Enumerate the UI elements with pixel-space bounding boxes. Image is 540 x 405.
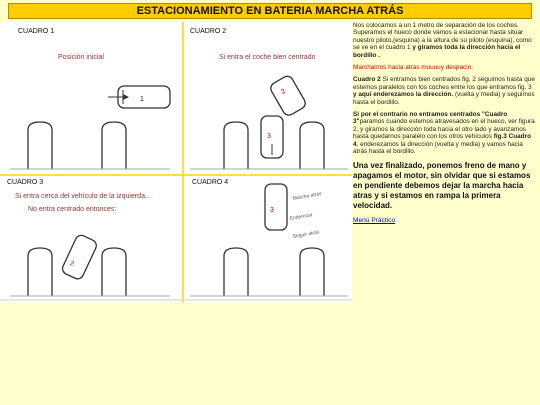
panel-caption: Si entra cerca del vehículo de la izquierda...: [15, 193, 151, 200]
paragraph-text: paramos cuando estemos atravesados en el hueco, ver figura 2, y giramos la dirección toda hacia el otro lado y avanzamos hasta quedarnos paralelo con los otros vehículos: [353, 118, 535, 141]
paragraph-bold: fig.3 Cuadro 4: [353, 133, 531, 148]
paragraph-bold: Cuadro 2: [353, 76, 381, 84]
paragraph-bold: y giramos toda la dirección hacia el bordillo .: [353, 44, 521, 59]
paragraph-text: Nos colocamos a un 1 metro de separación de los coches. Superamos el hueco donde vamos a estacionar hasta situar nuestro piloto,(esquina) a la altura de su piloto (esquina), como se ve en el cuadro 1: [353, 22, 532, 52]
handwritten-note: Seguir atrás: [292, 229, 320, 240]
parking-diagram: [0, 22, 352, 302]
warning-text: Marchamos hacia atras muuuuy despacio.: [353, 64, 474, 72]
panel-caption: No entra centrado entonces:: [28, 206, 117, 213]
panel-caption: Si entra el coche bien centrado: [219, 54, 316, 61]
panel-label: CUADRO 2: [190, 28, 227, 35]
menu-practico-link[interactable]: Menú Práctico: [353, 216, 396, 224]
page-title: ESTACIONAMIENTO EN BATERIA MARCHA ATRÁS: [8, 3, 532, 19]
paragraph-text: Si entramos bien centrados fig. 2 seguimos hasta que estemos paralelos con los coches entre los que entramos fig. 3: [353, 76, 535, 91]
handwritten-note: Enderezar: [289, 212, 314, 222]
paragraph: [353, 76, 536, 106]
panel-caption: Posición inicial: [58, 54, 104, 61]
panel-label: CUADRO 3: [7, 179, 44, 186]
car-marker: 3: [270, 207, 274, 214]
panel-label: CUADRO 4: [192, 179, 229, 186]
summary-text: Una vez finalizado, ponemos freno de mano y apagamos el motor, sin olvidar que si estamos en pendiente debemos dejar la marcha hacia atras y si estamos en rampa la primera velocidad.: [353, 160, 531, 211]
paragraph: [353, 111, 536, 155]
car-marker: 1: [140, 96, 144, 103]
panel-label: CUADRO 1: [18, 28, 55, 35]
paragraph-bold: Si por el contrario no entramos centrados "Cuadro 3": [353, 111, 508, 126]
instructions-column: [353, 22, 536, 229]
paragraph-bold: y aquí enderezamos la dirección.: [353, 91, 454, 99]
car-marker: 3: [267, 133, 271, 140]
handwritten-note: Marcha atrás: [292, 190, 323, 202]
car-marker: 2: [68, 259, 75, 268]
paragraph: [353, 22, 536, 59]
car-marker: 2: [280, 87, 287, 96]
paragraph-text: , enderezamos la dirección (vuelta y media) y vamos hacia atrás hasta el bordillo.: [353, 140, 523, 156]
paragraph-text: (vuelta y media) y seguimos hasta el bordillo.: [353, 91, 535, 106]
